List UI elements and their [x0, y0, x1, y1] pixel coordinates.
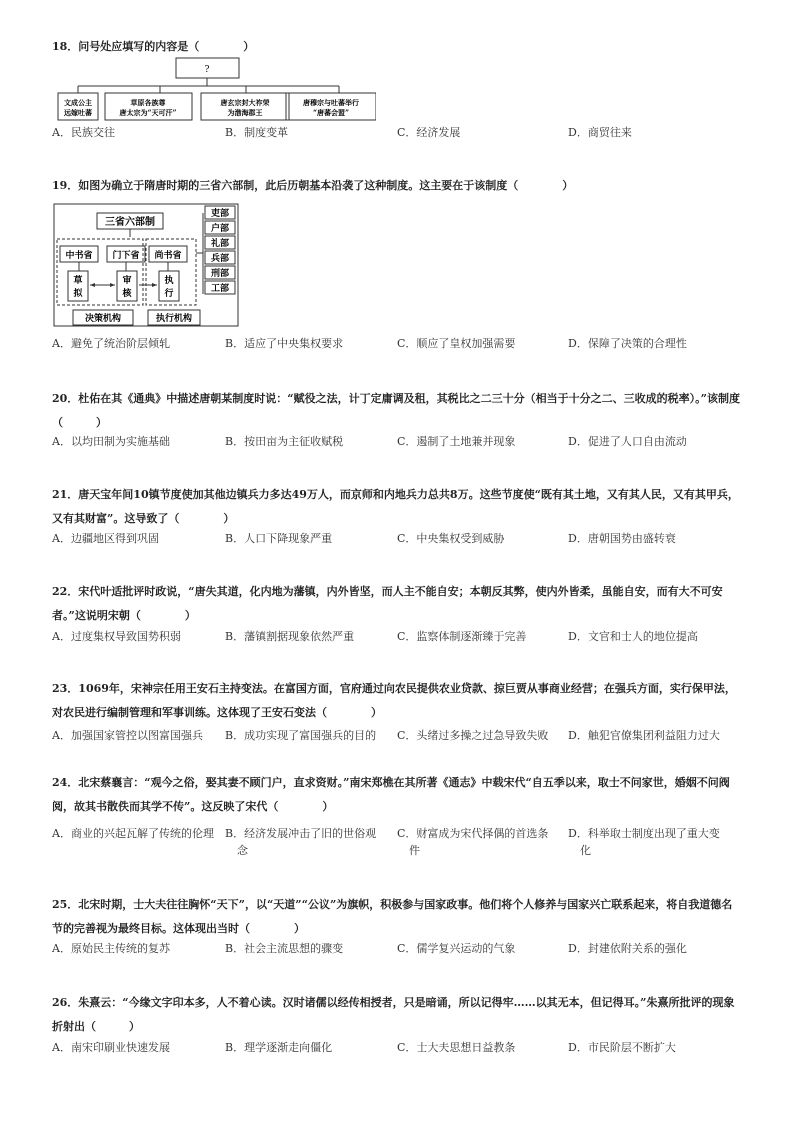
question-21-stem: 21．唐天宝年间10镇节度使加其他边镇兵力多达49万人，而京师和内地兵力总共8万。这些节度使“既有其土地，又有其人民，又有其甲兵，又有其财富”。这导致了（ ） [52, 488, 739, 525]
q19-zhongshu: 中书省 [65, 251, 93, 261]
q20-option-a[interactable]: A．以均田制为实施基础 [52, 435, 170, 448]
q19-bu-3: 礼部 [210, 239, 230, 249]
question-20-stem: 20．杜佑在其《通典》中描述唐朝某制度时说：“赋役之法，计丁定庸调及租，其税比之二三十分（相当于十分之二、三收成的税率）。”该制度（ ） [52, 392, 740, 429]
q19-menxia: 门下省 [112, 251, 140, 261]
q18-diagram [56, 56, 376, 126]
q26-option-c[interactable]: C．士大夫思想日益教条 [397, 1041, 516, 1054]
q25-option-b[interactable]: B．社会主流思想的骤变 [225, 942, 344, 955]
q26-option-b[interactable]: B．理学逐渐走向僵化 [225, 1041, 333, 1054]
q26-option-d[interactable]: D．市民阶层不断扩大 [568, 1041, 676, 1054]
question-23-stem: 23．1069年，宋神宗任用王安石主持变法。在富国方面，官府通过向农民提供农业贷款、掠巨贾从事商业经营；在强兵方面，实行保甲法，对农民进行编制管理和军事训练。这体现了王安石变法（ ） [52, 682, 736, 719]
q20-option-b[interactable]: B．按田亩为主征收赋税 [225, 435, 344, 448]
q18-box3-line2: 为渤海郡王 [227, 108, 263, 117]
q19-bu-2: 户部 [210, 224, 230, 234]
q18-box1-line1: 文成公主 [64, 98, 92, 107]
q19-caoni-2: 拟 [73, 289, 83, 299]
q19-zhixingjigou: 执行机构 [155, 314, 193, 324]
q19-caoni-1: 草 [73, 276, 83, 286]
q18-box4-line2: “唐蕃会盟” [312, 108, 350, 117]
q25-option-c[interactable]: C．儒学复兴运动的气象 [397, 942, 516, 955]
q19-option-d[interactable]: D．保障了决策的合理性 [568, 337, 687, 350]
q22-option-d[interactable]: D．文官和士人的地位提高 [568, 630, 698, 643]
q18-option-a[interactable]: A．民族交往 [52, 126, 115, 139]
q18-option-c[interactable]: C．经济发展 [397, 126, 461, 139]
q23-option-b[interactable]: B．成功实现了富国强兵的目的 [225, 729, 377, 742]
question-26-stem: 26．朱熹云：“今缘文字印本多，人不着心读。汉时诸儒以经传相授者，只是暗诵，所以记得牢……以其无本，但记得耳。”朱熹所批评的现象折射出（ ） [52, 996, 735, 1033]
q20-option-c[interactable]: C．遏制了土地兼并现象 [397, 435, 516, 448]
q22-option-c[interactable]: C．监察体制逐渐臻于完善 [397, 630, 527, 643]
q19-shenhe-2: 核 [122, 289, 132, 299]
q21-option-a[interactable]: A．边疆地区得到巩固 [52, 532, 159, 545]
q19-zhixing-1: 执 [164, 276, 174, 286]
q26-option-a[interactable]: A．南宋印刷业快速发展 [52, 1041, 170, 1054]
q19-option-a[interactable]: A．避免了统治阶层倾轧 [52, 337, 170, 350]
q21-option-c[interactable]: C．中央集权受到威胁 [397, 532, 505, 545]
question-24-stem: 24．北宋蔡襄言：“观今之俗，娶其妻不顾门户，直求资财。”南宋郑樵在其所著《通志》中载宋代“自五季以来，取士不问家世，婚姻不问阀阅，故其书散佚而其学不传”。这反映了宋代（ ） [52, 776, 730, 813]
q21-option-d[interactable]: D．唐朝国势由盛转衰 [568, 532, 676, 545]
q18-top-box: ? [204, 65, 210, 75]
q23-option-a[interactable]: A．加强国家管控以图富国强兵 [52, 729, 203, 742]
q18-option-d[interactable]: D．商贸往来 [568, 126, 632, 139]
question-25-stem: 25．北宋时期，士大夫往往胸怀“天下”，以“天道”“公议”为旗帜，积极参与国家政事。他们将个人修养与国家兴亡联系起来，将自我道德名节的完善视为最终目标。这体现出当时（ ） [52, 898, 733, 935]
q25-option-d[interactable]: D．封建依附关系的强化 [568, 942, 687, 955]
q18-box2-line2: 唐太宗为“天可汗” [119, 108, 177, 117]
q19-option-b[interactable]: B．适应了中央集权要求 [225, 337, 344, 350]
q23-option-c[interactable]: C．头绪过多操之过急导致失败 [397, 729, 549, 742]
q23-option-d[interactable]: D．触犯官僚集团利益阻力过大 [568, 729, 720, 742]
q22-option-b[interactable]: B．藩镇割据现象依然严重 [225, 630, 355, 643]
q22-option-a[interactable]: A．过度集权导致国势积弱 [52, 630, 181, 643]
q19-shangshu: 尚书省 [154, 251, 182, 261]
q19-diagram [53, 203, 239, 327]
q25-option-a[interactable]: A．原始民主传统的复苏 [52, 942, 170, 955]
q24-option-b[interactable]: B．经济发展冲击了旧的世俗观念 [225, 827, 377, 857]
q19-bu-5: 刑部 [210, 269, 230, 279]
question-19-stem: 19．如图为确立于隋唐时期的三省六部制，此后历朝基本沿袭了这种制度。这主要在于该制度（ ） [52, 179, 574, 192]
q20-option-d[interactable]: D．促进了人口自由流动 [568, 435, 687, 448]
q18-box1-line2: 远嫁吐蕃 [64, 108, 92, 117]
question-22-stem: 22．宋代叶适批评时政说，“唐失其道，化内地为藩镇，内外皆坚，而人主不能自安；本朝反其弊，使内外皆柔，虽能自安，而有大不可安者。”这说明宋朝（ ） [52, 585, 723, 622]
q19-shenhe-1: 审 [122, 276, 132, 286]
q24-option-a[interactable]: A．商业的兴起瓦解了传统的伦理 [52, 827, 214, 840]
q24-option-c[interactable]: C．财富成为宋代择偶的首选条件 [397, 827, 549, 857]
q19-zhixing-2: 行 [164, 289, 174, 299]
q19-juece: 决策机构 [84, 314, 122, 324]
q18-option-b[interactable]: B．制度变革 [225, 126, 289, 139]
q18-box4-line1: 唐穆宗与吐蕃举行 [303, 98, 359, 107]
q19-bu-1: 吏部 [210, 209, 230, 219]
q18-box3-line1: 唐玄宗封大祚荣 [220, 98, 270, 107]
q19-option-c[interactable]: C．顺应了皇权加强需要 [397, 337, 516, 350]
q21-option-b[interactable]: B．人口下降现象严重 [225, 532, 333, 545]
q18-box2-line1: 草原各族尊 [130, 98, 166, 107]
question-18-stem: 18．问号处应填写的内容是（ ） [52, 40, 255, 53]
q19-bu-4: 兵部 [210, 254, 230, 264]
q19-bu-6: 工部 [210, 284, 230, 294]
q24-option-d[interactable]: D．科举取士制度出现了重大变化 [568, 827, 720, 857]
q19-title: 三省六部制 [105, 217, 155, 228]
